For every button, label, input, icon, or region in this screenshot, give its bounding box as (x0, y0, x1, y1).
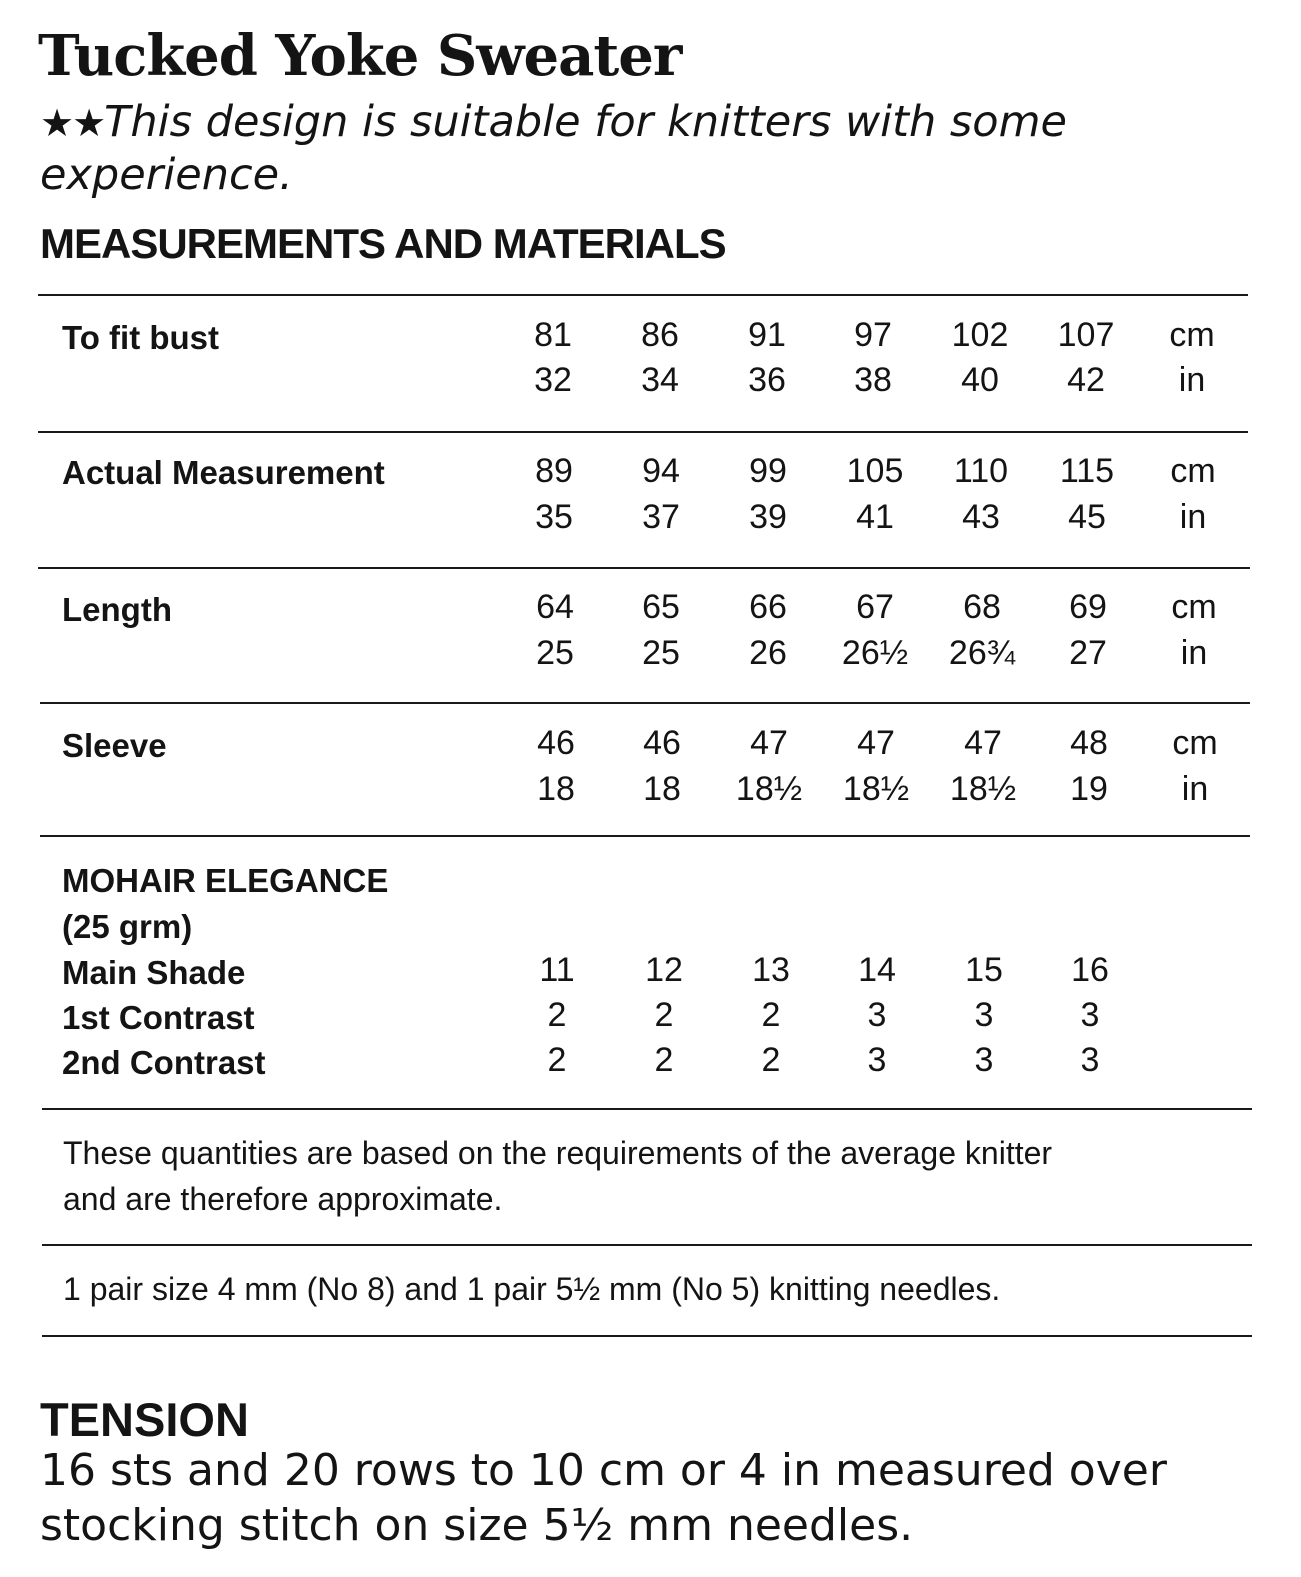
cm-value: 47 (857, 724, 895, 762)
shade-quantity: 2 (547, 996, 567, 1034)
shade-quantity: 2 (761, 1041, 781, 1079)
cm-value: 66 (749, 588, 787, 626)
difficulty-stars: ★★ (40, 101, 105, 145)
quantities-note-line1: These quantities are based on the requirements of the average knitter (63, 1135, 1053, 1171)
shade-quantity: 3 (974, 996, 994, 1034)
shade-quantity: 15 (965, 951, 1003, 989)
tension-heading: TENSION (40, 1393, 249, 1446)
cm-value: 69 (1069, 588, 1107, 626)
yarn-name: MOHAIR ELEGANCE (62, 862, 389, 899)
in-value: 40 (961, 361, 999, 399)
in-value: 36 (748, 361, 786, 399)
cm-value: 81 (534, 316, 572, 354)
shade-quantity: 3 (1080, 996, 1100, 1034)
in-value: 18½ (949, 770, 1017, 808)
difficulty-note (40, 96, 1240, 201)
cm-value: 64 (536, 588, 574, 626)
section-heading: MEASUREMENTS AND MATERIALS (40, 220, 726, 267)
shade-label: 1st Contrast (62, 999, 255, 1036)
in-value: 18 (643, 770, 681, 808)
shade-quantity: 2 (547, 1041, 567, 1079)
shade-quantity: 13 (752, 951, 790, 989)
unit-in: in (1179, 498, 1207, 536)
in-value: 27 (1069, 634, 1107, 672)
in-value: 18 (537, 770, 575, 808)
in-value: 38 (854, 361, 892, 399)
cm-value: 46 (643, 724, 681, 762)
cm-value: 47 (750, 724, 788, 762)
table-rule (38, 567, 1250, 569)
unit-cm: cm (1169, 316, 1215, 354)
in-value: 34 (641, 361, 679, 399)
table-rule (38, 294, 1248, 296)
shade-quantity: 16 (1071, 951, 1109, 989)
in-value: 25 (536, 634, 574, 672)
shade-quantity: 2 (654, 996, 674, 1034)
in-value: 41 (856, 498, 894, 536)
cm-value: 67 (856, 588, 894, 626)
shade-quantity: 11 (539, 951, 575, 989)
cm-value: 115 (1059, 452, 1115, 490)
yarn-weight: (25 grm) (62, 908, 193, 945)
cm-value: 89 (535, 452, 573, 490)
cm-value: 47 (964, 724, 1002, 762)
cm-value: 110 (953, 452, 1009, 490)
unit-cm: cm (1171, 588, 1217, 626)
shade-quantity: 3 (974, 1041, 994, 1079)
shade-label: 2nd Contrast (62, 1044, 266, 1081)
in-value: 26¾ (948, 634, 1016, 672)
needles-note: 1 pair size 4 mm (No 8) and 1 pair 5½ mm (No 5) knitting needles. (63, 1271, 1001, 1307)
cm-value: 107 (1057, 316, 1115, 354)
in-value: 39 (749, 498, 787, 536)
in-value: 42 (1067, 361, 1105, 399)
shade-quantity: 3 (867, 1041, 887, 1079)
row-label: Actual Measurement (62, 454, 385, 491)
table-rule (42, 1244, 1252, 1246)
unit-in: in (1178, 361, 1206, 399)
in-value: 26 (749, 634, 787, 672)
table-rule (40, 835, 1250, 837)
shade-quantity: 3 (867, 996, 887, 1034)
cm-value: 68 (963, 588, 1001, 626)
cm-value: 46 (537, 724, 575, 762)
cm-value: 86 (641, 316, 679, 354)
cm-value: 105 (846, 452, 904, 490)
shade-quantity: 3 (1080, 1041, 1100, 1079)
cm-value: 102 (951, 316, 1009, 354)
shade-quantity: 2 (761, 996, 781, 1034)
in-value: 37 (642, 498, 680, 536)
row-label: To fit bust (62, 319, 220, 356)
pattern-title: Tucked Yoke Sweater (38, 23, 682, 89)
unit-cm: cm (1172, 724, 1218, 762)
in-value: 45 (1068, 498, 1106, 536)
in-value: 25 (642, 634, 680, 672)
cm-value: 48 (1070, 724, 1108, 762)
cm-value: 94 (642, 452, 680, 490)
in-value: 19 (1070, 770, 1108, 808)
quantities-note-line2: and are therefore approximate. (63, 1181, 503, 1217)
table-rule (38, 431, 1248, 433)
table-rule (42, 1108, 1252, 1110)
unit-cm: cm (1170, 452, 1216, 490)
table-rule (42, 1335, 1252, 1337)
tension-text: 16 sts and 20 rows to 10 cm or 4 in measured over stocking stitch on size 5½ mm needles. (40, 1445, 1167, 1551)
in-value: 18½ (735, 770, 803, 808)
row-label: Sleeve (62, 727, 167, 764)
cm-value: 65 (642, 588, 680, 626)
in-value: 32 (534, 361, 572, 399)
difficulty-text: This design is suitable for knitters with some experience. (40, 97, 1067, 200)
shade-quantity: 2 (654, 1041, 674, 1079)
in-value: 26½ (841, 634, 909, 672)
unit-in: in (1180, 634, 1208, 672)
in-value: 18½ (842, 770, 910, 808)
shade-quantity: 14 (858, 951, 896, 989)
row-label: Length (62, 591, 172, 628)
in-value: 35 (535, 498, 573, 536)
cm-value: 99 (749, 452, 787, 490)
shade-quantity: 12 (645, 951, 683, 989)
unit-in: in (1181, 770, 1209, 808)
table-rule (40, 702, 1250, 704)
cm-value: 91 (748, 316, 786, 354)
in-value: 43 (962, 498, 1000, 536)
cm-value: 97 (854, 316, 892, 354)
shade-label: Main Shade (62, 954, 246, 991)
